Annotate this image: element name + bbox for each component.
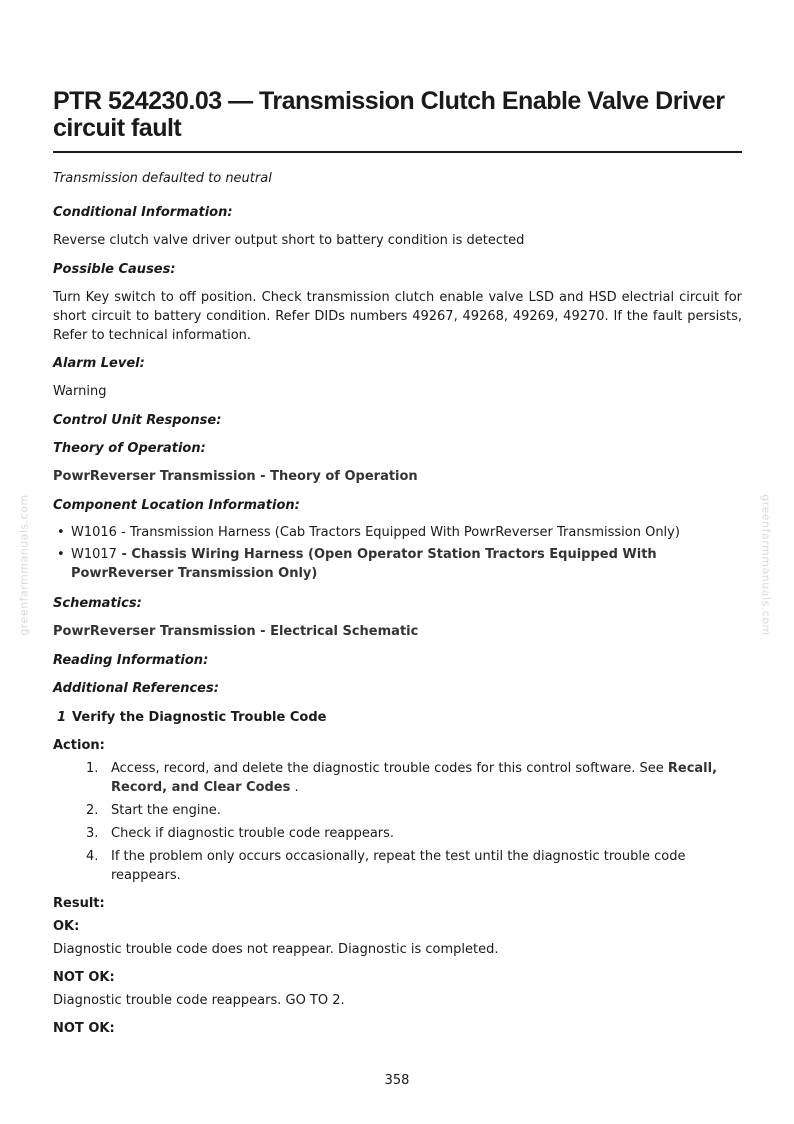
- list-item: [53, 801, 742, 820]
- control-unit-heading: Control Unit Response:: [53, 413, 222, 428]
- action-list: [53, 759, 742, 889]
- page-number: 358: [384, 1073, 410, 1088]
- alarm-text: Warning: [53, 384, 107, 399]
- list-item: [53, 759, 742, 797]
- action-text-after: .: [290, 780, 299, 795]
- notok-label: NOT OK:: [53, 970, 115, 985]
- notok-label-2: NOT OK:: [53, 1021, 115, 1036]
- action-text: Check if diagnostic trouble code reappears.: [111, 826, 395, 841]
- causes-text: Turn Key switch to off position. Check transmission clutch enable valve LSD and HSD electrial circuit for short circuit to battery condition. Refer DIDs numbers 49267, 49268, 49269, 49270. If the fault persists, Refer to technical information.: [53, 290, 742, 343]
- component-code: W1017: [71, 547, 117, 562]
- watermark-right: greenfarmmanuals.com: [759, 494, 773, 636]
- list-item: [53, 523, 742, 542]
- conditional-heading: Conditional Information:: [53, 205, 233, 220]
- component-heading: Component Location Information:: [53, 498, 300, 513]
- additional-heading: Additional References:: [53, 681, 219, 696]
- list-item: [53, 847, 742, 885]
- list-number: 2.: [86, 803, 99, 818]
- notok-text: Diagnostic trouble code reappears. GO TO 2.: [53, 993, 345, 1008]
- list-number: 3.: [86, 826, 99, 841]
- recall-codes-link[interactable]: Recall, Record, and Clear Codes: [111, 761, 718, 795]
- component-desc: - Transmission Harness (Cab Tractors Equipped With PowrReverser Transmission Only): [116, 525, 680, 540]
- component-list: [53, 523, 742, 586]
- ok-text: Diagnostic trouble code does not reappear. Diagnostic is completed.: [53, 942, 499, 957]
- theory-heading: Theory of Operation:: [53, 441, 206, 456]
- step-header: [53, 708, 742, 727]
- list-number: 1.: [86, 761, 99, 776]
- action-text: Access, record, and delete the diagnostic trouble codes for this control software. See: [111, 761, 668, 776]
- schematics-heading: Schematics:: [53, 596, 142, 611]
- page-title: PTR 524230.03 — Transmission Clutch Enable Valve Driver circuit fault: [53, 88, 742, 153]
- list-number: 4.: [86, 849, 99, 864]
- subtitle: Transmission defaulted to neutral: [53, 171, 272, 186]
- watermark-left: greenfarmmanuals.com: [17, 494, 31, 636]
- theory-link[interactable]: PowrReverser Transmission - Theory of Operation: [53, 469, 418, 484]
- list-item: [53, 824, 742, 843]
- action-heading: Action:: [53, 738, 105, 753]
- ok-label: OK:: [53, 919, 80, 934]
- action-text: If the problem only occurs occasionally, repeat the test until the diagnostic trouble code reappears.: [111, 849, 686, 883]
- schematics-link[interactable]: PowrReverser Transmission - Electrical Schematic: [53, 624, 419, 639]
- alarm-heading: Alarm Level:: [53, 356, 145, 371]
- step-number: 1: [57, 710, 67, 725]
- list-item: [53, 545, 742, 583]
- causes-heading: Possible Causes:: [53, 262, 176, 277]
- component-link[interactable]: - Chassis Wiring Harness (Open Operator Station Tractors Equipped With PowrReverser Transmission Only): [71, 547, 657, 581]
- conditional-text: Reverse clutch valve driver output short to battery condition is detected: [53, 233, 525, 248]
- result-heading: Result:: [53, 896, 105, 911]
- action-text: Start the engine.: [111, 803, 221, 818]
- reading-heading: Reading Information:: [53, 653, 209, 668]
- step-title: Verify the Diagnostic Trouble Code: [72, 710, 327, 725]
- component-code: W1016: [71, 525, 117, 540]
